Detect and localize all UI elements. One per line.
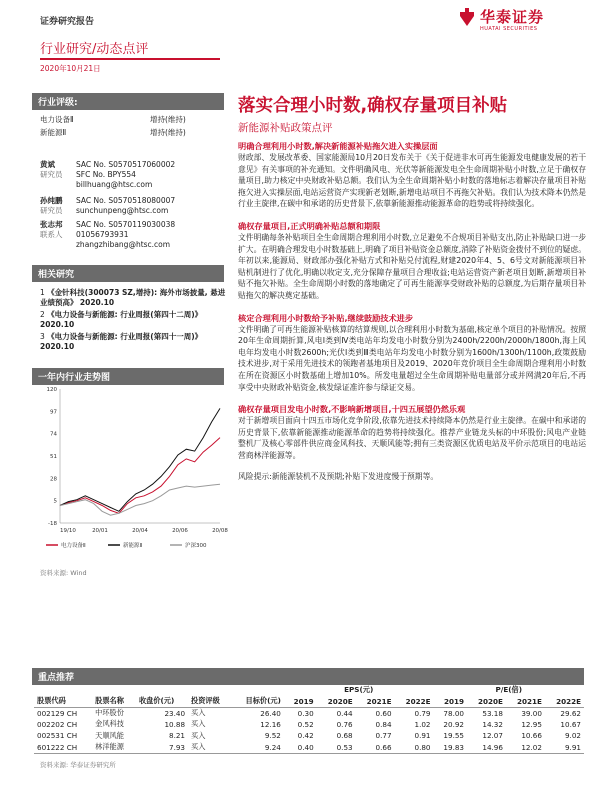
main-body — [238, 140, 586, 483]
section — [238, 220, 586, 302]
table-cell: 26.40 — [260, 708, 281, 718]
table-cell: 39.00 — [521, 708, 542, 718]
section-heading: 核定合理利用小时数给予补贴,继续鼓励技术进步 — [238, 312, 414, 323]
risk-note: 风险提示:新能源装机不及预期;补贴下发进度慢于预期等。 — [238, 472, 439, 482]
table-cell: 12.95 — [521, 719, 542, 729]
analyst-block — [40, 220, 230, 250]
analyst-sac: SAC No. S0570518080007 — [76, 196, 176, 205]
analyst-name: 孙纯鹏 — [40, 196, 63, 205]
table-cell: 10.67 — [560, 719, 581, 729]
logo-cn: 华泰证券 — [480, 8, 545, 26]
table-cell: 14.96 — [482, 742, 503, 752]
table-cell: 53.18 — [482, 708, 503, 718]
pe-header: P/E(倍) — [495, 684, 523, 694]
table-cell: 1.02 — [414, 719, 431, 729]
column-header: 2022E — [405, 696, 431, 706]
section-body: 对于新增项目面向十四五市场化竞争阶段,依靠先进技术持续降本仍然是行业主旋律。在碳中和承诺的历史背景下,依靠新能源推动能源革命的趋势将持续强化。推荐产业链龙头标的中环股份;风电产业链整机厂及核心零部件供应商金风科技、天顺风能等;拥有三类资源区优质电站及平价示范项目的电站运营商林洋能源等。 — [238, 416, 586, 460]
y-tick-label: 51 — [50, 454, 57, 460]
x-tick-label: 20/08 — [212, 528, 228, 534]
analyst-email[interactable]: billhuang@htsc.com — [76, 180, 153, 189]
analyst-email[interactable]: sunchunpeng@htsc.com — [76, 206, 169, 215]
related-list — [40, 288, 228, 352]
logo-mark-icon — [458, 8, 476, 30]
table-cell: 0.79 — [414, 708, 431, 718]
related-item[interactable]: 1 《金针科技(300073 SZ,增持): 海外市场披量, 悬进业绩预高》 2020.10 — [40, 288, 226, 307]
report-type: 证券研究报告 — [40, 17, 95, 27]
y-tick-label: 120 — [46, 387, 57, 393]
eps-header: EPS(元) — [344, 684, 374, 694]
table-cell: 0.52 — [297, 719, 314, 729]
trend-title: 一年内行业走势图 — [32, 368, 224, 385]
table-group-header — [34, 684, 584, 696]
analyst-block — [40, 160, 230, 190]
analyst-role: 研究员 — [40, 206, 63, 215]
analyst-role: 联系人 — [40, 230, 63, 239]
table-cell: 7.93 — [169, 742, 186, 752]
header-divider — [40, 58, 220, 60]
table-cell: 中环股份 — [95, 708, 124, 717]
table-cell: 0.30 — [297, 708, 314, 718]
table-cell: 002202 CH — [37, 719, 78, 729]
table-cell: 19.55 — [443, 731, 464, 741]
table-bottom-rule — [34, 753, 584, 754]
y-tick-label: 97 — [50, 409, 57, 416]
report-date: 2020年10月21日 — [40, 64, 101, 73]
analyst-name: 张志邦 — [40, 220, 63, 229]
table-cell: 0.91 — [414, 731, 431, 741]
table-cell: 9.91 — [564, 742, 581, 752]
table-cell: 12.16 — [260, 719, 281, 729]
section-heading: 明确合理利用小时数,解决新能源补贴拖欠进入实操层面 — [238, 141, 438, 151]
table-cell: 20.92 — [443, 719, 464, 729]
table-row[interactable] — [34, 742, 584, 754]
table-cell: 601222 CH — [37, 742, 78, 752]
section — [238, 403, 586, 461]
ratings-title: 行业评级: — [32, 93, 224, 110]
x-tick-label: 20/01 — [92, 528, 108, 534]
section — [238, 140, 586, 210]
rating-row — [40, 115, 220, 125]
table-cell: 买入 — [191, 719, 206, 729]
column-header: 2019 — [443, 696, 464, 706]
table-cell: 0.76 — [336, 719, 353, 729]
section-heading: 确权存量项目发电小时数,不影响新增项目,十四五展望仍然乐观 — [238, 404, 466, 415]
table-cell: 买入 — [191, 742, 206, 752]
trend-chart-svg — [36, 383, 226, 558]
page-subtitle: 新能源补贴政策点评 — [238, 122, 333, 134]
table-cell: 002531 CH — [37, 731, 78, 741]
legend-label: 新能源Ⅱ — [123, 543, 143, 549]
table-cell: 12.02 — [521, 742, 542, 752]
column-header: 2021E — [366, 696, 392, 706]
trend-chart — [36, 383, 226, 558]
analyst-phone: 01056793931 — [76, 230, 129, 239]
logo-en: HUATAI SECURITIES — [480, 26, 538, 32]
analyst-sac: SAC No. S0570119030038 — [76, 220, 176, 229]
table-cell: 0.84 — [375, 719, 392, 729]
table-row[interactable] — [34, 730, 584, 742]
table-cell: 14.32 — [482, 719, 503, 729]
legend-label: 电力设备Ⅱ — [61, 543, 86, 549]
table-header-row — [34, 696, 584, 708]
column-header: 2020E — [327, 696, 353, 706]
rating-name: 电力设备Ⅱ — [40, 115, 74, 124]
column-header: 2020E — [478, 696, 503, 706]
table-cell: 19.83 — [443, 742, 464, 752]
table-cell: 0.66 — [375, 742, 392, 752]
trend-source: 资料来源: Wind — [40, 569, 87, 577]
table-cell: 0.44 — [336, 708, 353, 718]
table-row[interactable] — [34, 719, 584, 731]
x-tick-label: 20/04 — [132, 528, 148, 534]
table-cell: 10.66 — [521, 731, 542, 741]
section — [238, 312, 586, 394]
y-tick-label: 28 — [50, 476, 57, 483]
table-cell: 0.53 — [336, 742, 353, 752]
column-header: 2021E — [516, 696, 542, 706]
recommend-table-wrap — [34, 684, 584, 753]
rating-value: 增持(维持) — [150, 128, 186, 137]
column-header: 投资评级 — [191, 696, 220, 705]
related-item[interactable]: 3 《电力设备与新能源: 行业周报(第四十一周)》 2020.10 — [40, 332, 203, 351]
table-cell: 0.42 — [297, 731, 314, 741]
report-category: 行业研究/动态点评 — [40, 42, 149, 57]
column-header: 收盘价(元) — [138, 696, 175, 705]
rating-name: 新能源Ⅱ — [40, 128, 67, 137]
section-body: 文件明确每条补贴项目全生命周期合理利用小时数,立足避免不合规项目补贴支出,防止补贴缺口进一步扩大。在明确合理发电小时数基础上,明确了项目补贴资金总额度,消除了补贴资金拨付不到位的疑虑。年初以来,能源局、财政部办强化补贴方式和补贴兑付流程,财建2020年4、5、6号文对新能源项目补贴机制进行了优化,明确以收定支,充分保障存量项目合理收益;电站运营资产新老项目划断,新增项目补贴不拖欠补贴。全生命周期小时数的落地确定了可再生能源享受财政补贴的总额度,为后期存量项目补贴拖欠的解决奠定基础。 — [238, 232, 587, 300]
legend-label: 沪深300 — [185, 543, 207, 549]
table-cell: 林洋能源 — [95, 742, 124, 752]
section-body: 财政部、发展改革委、国家能源局10月20日发布关于《关于促进非水可再生能源发电健康发展的若干意见》有关事项的补充通知。文件明确风电、光伏等新能源发电全生命周期补贴小时数,立足于确权存量项目,助力核定中央财政补贴总额。我们认为全生命周期补贴小时数的落地标志着解决存量项目补贴拖欠进入实操层面,电站运营资产实现新老划断,新增电站项目不再拖欠补贴。我们认为技术降本仍然是行业主旋律,在碳中和承诺的历史背景下,依靠新能源推动能源革命的趋势或将持续强化。 — [238, 153, 587, 209]
page-title: 落实合理小时数,确权存量项目补贴 — [238, 96, 508, 116]
related-item[interactable]: 2 《电力设备与新能源: 行业周报(第四十二周)》 2020.10 — [40, 310, 203, 329]
table-cell: 金风科技 — [95, 719, 124, 729]
analyst-sfc: SFC No. BPY554 — [76, 170, 136, 179]
y-tick-label: 5 — [53, 498, 57, 505]
table-cell: 0.68 — [336, 731, 353, 741]
table-cell: 0.60 — [375, 708, 392, 718]
table-cell: 8.21 — [169, 731, 186, 741]
table-cell: 买入 — [191, 730, 206, 740]
table-cell: 29.62 — [560, 708, 581, 718]
related-title: 相关研究 — [32, 265, 224, 282]
column-header: 股票名称 — [95, 696, 124, 705]
recommend-source: 资料来源: 华泰证券研究所 — [40, 761, 116, 769]
section-heading: 确权存量项目,正式明确补贴总额和期限 — [238, 220, 381, 231]
column-header: 股票代码 — [37, 696, 66, 705]
brand-logo — [458, 6, 570, 36]
analyst-block — [40, 196, 230, 216]
table-cell: 9.52 — [264, 731, 281, 741]
recommend-table — [34, 684, 584, 753]
table-cell: 9.02 — [564, 731, 581, 741]
table-cell: 天顺风能 — [95, 730, 124, 740]
column-header: 2019 — [293, 696, 314, 706]
y-tick-label: 74 — [50, 431, 57, 438]
series-line-沪深300 — [60, 484, 220, 515]
table-cell: 002129 CH — [37, 708, 78, 718]
table-cell: 0.40 — [297, 742, 314, 752]
recommend-title: 重点推荐 — [32, 668, 584, 685]
table-cell: 78.00 — [443, 708, 464, 718]
analyst-role: 研究员 — [40, 170, 63, 179]
x-tick-label: 19/10 — [60, 528, 76, 534]
analyst-email[interactable]: zhangzhibang@htsc.com — [76, 240, 171, 249]
table-cell: 0.80 — [414, 742, 431, 752]
section-body: 文件明确了可再生能源补贴核算的结算规则,以合理利用小时数为基础,核定单个项目的补贴情况。按照20年生命周期折算,风电Ⅰ类到Ⅳ类电站年均发电小时数分别为2400h/2200h/2000h/1800h,海上风电年均发电小时数2600h;光伏Ⅰ类到Ⅲ类电站年均发电小时数分别为1600h/1300h/1100h,政策鼓励技术进步,对于采用先进技术的领跑者基地项目及2019、2020年竞价项目全生命周期合理利用小时数在所在资源区小时数基础上增加10%。所发电量超过全生命周期补贴电量部分或并网满20年后,不再享受中央财政补贴资金,核发绿证准许参与绿证交易。 — [238, 324, 587, 392]
table-cell: 买入 — [191, 708, 206, 717]
rating-row — [40, 128, 220, 138]
x-tick-label: 20/06 — [172, 528, 188, 534]
table-cell: 10.88 — [164, 719, 186, 729]
table-cell: 12.07 — [482, 731, 503, 741]
table-cell: 0.77 — [375, 731, 392, 741]
y-tick-label: -18 — [48, 521, 57, 527]
rating-value: 增持(维持) — [150, 115, 186, 124]
column-header: 目标价(元) — [245, 696, 281, 705]
table-cell: 9.24 — [264, 742, 281, 752]
analyst-name: 黄斌 — [40, 160, 55, 169]
column-header: 2022E — [556, 696, 581, 706]
analyst-sac: SAC No. S0570517060002 — [76, 160, 176, 169]
table-row[interactable] — [34, 707, 584, 719]
table-cell: 23.40 — [164, 708, 186, 718]
